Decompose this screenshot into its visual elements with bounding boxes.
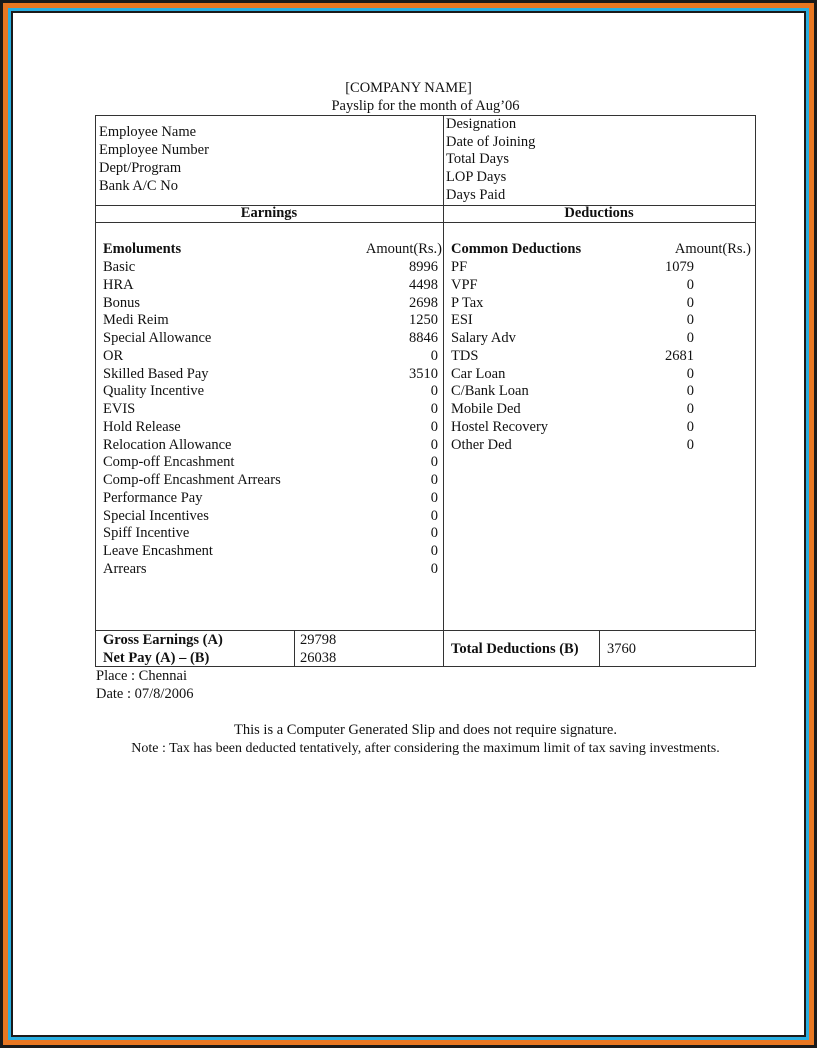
earning-item-amount: 0 <box>430 472 438 488</box>
deduction-item-label: Hostel Recovery <box>451 418 549 435</box>
gross-value-divider <box>294 630 295 667</box>
deduction-item-label: TDS <box>451 347 479 364</box>
earning-item-amount: 0 <box>430 560 438 577</box>
section-header-border <box>95 222 756 223</box>
deduction-item-label: P Tax <box>451 294 484 311</box>
deductions-header: Deductions <box>564 205 634 221</box>
deduction-item-label: Car Loan <box>451 365 506 382</box>
totals-top-border <box>95 630 756 631</box>
emoluments-heading: Emoluments <box>103 241 182 257</box>
earning-item-amount: 8846 <box>409 330 438 346</box>
earning-item-label: Quality Incentive <box>103 383 205 400</box>
employee-field-label: Employee Name <box>99 124 197 140</box>
total-deductions-value: 3760 <box>607 641 636 657</box>
job-field-label: LOP Days <box>446 169 507 186</box>
earning-item-amount: 8996 <box>409 259 438 275</box>
earning-item-amount: 0 <box>430 454 438 471</box>
payslip-title: Payslip for the month of Aug’06 <box>331 98 520 114</box>
deduction-item-amount: 0 <box>686 294 694 311</box>
table-right-border <box>755 115 756 667</box>
earning-item-amount: 0 <box>430 489 438 506</box>
place-line: Place : Chennai <box>96 668 188 684</box>
employee-field-label: Employee Number <box>99 142 209 158</box>
net-pay-label: Net Pay (A) – (B) <box>103 650 210 666</box>
earning-item-amount: 0 <box>430 525 438 542</box>
earning-item-amount: 0 <box>430 383 438 400</box>
job-field-label: Date of Joining <box>446 133 536 150</box>
deduction-item-label: Salary Adv <box>451 330 516 346</box>
deduction-item-label: Mobile Ded <box>451 401 521 417</box>
earning-item-label: Special Allowance <box>103 330 212 346</box>
job-field-label: Total Days <box>446 151 510 168</box>
earning-item-label: OR <box>103 347 124 364</box>
deduction-item-amount: 0 <box>686 312 694 329</box>
deduction-value-divider <box>599 630 600 667</box>
deduction-item-label: C/Bank Loan <box>451 383 529 400</box>
deduction-item-amount: 2681 <box>665 347 694 364</box>
deduction-item-amount: 0 <box>686 436 694 453</box>
earning-item-label: Leave Encashment <box>103 543 213 559</box>
deduction-item-amount: 0 <box>686 401 694 417</box>
gross-earnings-label: Gross Earnings (A) <box>103 632 223 648</box>
earning-item-amount: 3510 <box>409 365 438 382</box>
common-deductions-heading: Common Deductions <box>451 241 582 257</box>
earning-item-amount: 0 <box>430 436 438 453</box>
earning-item-label: Relocation Allowance <box>103 436 232 453</box>
earnings-amount-label: Amount(Rs.) <box>365 241 442 257</box>
deduction-item-label: VPF <box>451 276 478 293</box>
earning-item-label: Bonus <box>103 294 141 311</box>
deduction-item-amount: 0 <box>686 276 694 293</box>
job-field-label: Designation <box>446 116 517 132</box>
earning-item-label: Performance Pay <box>103 489 203 506</box>
net-pay-value: 26038 <box>300 650 337 666</box>
earning-item-label: Medi Reim <box>103 312 169 329</box>
earning-item-label: HRA <box>103 276 134 293</box>
earning-item-label: Skilled Based Pay <box>103 365 209 382</box>
gross-earnings-value: 29798 <box>300 632 337 648</box>
total-deductions-label: Total Deductions (B) <box>451 641 579 657</box>
earning-item-label: Arrears <box>103 560 147 577</box>
earning-item-label: Special Incentives <box>103 507 209 524</box>
date-line: Date : 07/8/2006 <box>96 686 194 702</box>
earning-item-label: EVIS <box>103 401 136 417</box>
earning-item-amount: 0 <box>430 543 438 559</box>
earning-item-amount: 1250 <box>409 312 438 329</box>
table-top-border <box>95 115 756 116</box>
deduction-item-amount: 1079 <box>665 259 694 275</box>
earning-item-amount: 2698 <box>409 294 438 311</box>
earning-item-amount: 0 <box>430 418 438 435</box>
earnings-header: Earnings <box>240 205 298 221</box>
deduction-item-amount: 0 <box>686 418 694 435</box>
earning-item-label: Hold Release <box>103 418 181 435</box>
computer-generated-note: This is a Computer Generated Slip and does not require signature. <box>234 722 617 738</box>
employee-field-label: Bank A/C No <box>99 178 178 194</box>
deductions-amount-label: Amount(Rs.) <box>674 241 751 257</box>
deduction-item-amount: 0 <box>686 330 694 346</box>
job-field-label: Days Paid <box>446 186 506 203</box>
table-center-divider <box>443 115 444 667</box>
earning-item-label: Basic <box>103 259 136 275</box>
table-left-border <box>95 115 96 667</box>
deduction-item-amount: 0 <box>686 365 694 382</box>
earning-item-amount: 0 <box>430 347 438 364</box>
deduction-item-label: ESI <box>451 312 473 329</box>
tax-note: Note : Tax has been deducted tentatively, after considering the maximum limit of tax saving investments. <box>131 741 720 756</box>
deduction-item-label: Other Ded <box>451 436 512 453</box>
earning-item-amount: 4498 <box>409 276 438 293</box>
earning-item-label: Comp-off Encashment Arrears <box>103 472 281 488</box>
earning-item-label: Comp-off Encashment <box>103 454 235 471</box>
earning-item-amount: 0 <box>430 401 438 417</box>
earning-item-label: Spiff Incentive <box>103 525 190 542</box>
company-name: [COMPANY NAME] <box>345 80 472 96</box>
deduction-item-label: PF <box>451 259 468 275</box>
deduction-item-amount: 0 <box>686 383 694 400</box>
employee-field-label: Dept/Program <box>99 160 182 176</box>
earning-item-amount: 0 <box>430 507 438 524</box>
